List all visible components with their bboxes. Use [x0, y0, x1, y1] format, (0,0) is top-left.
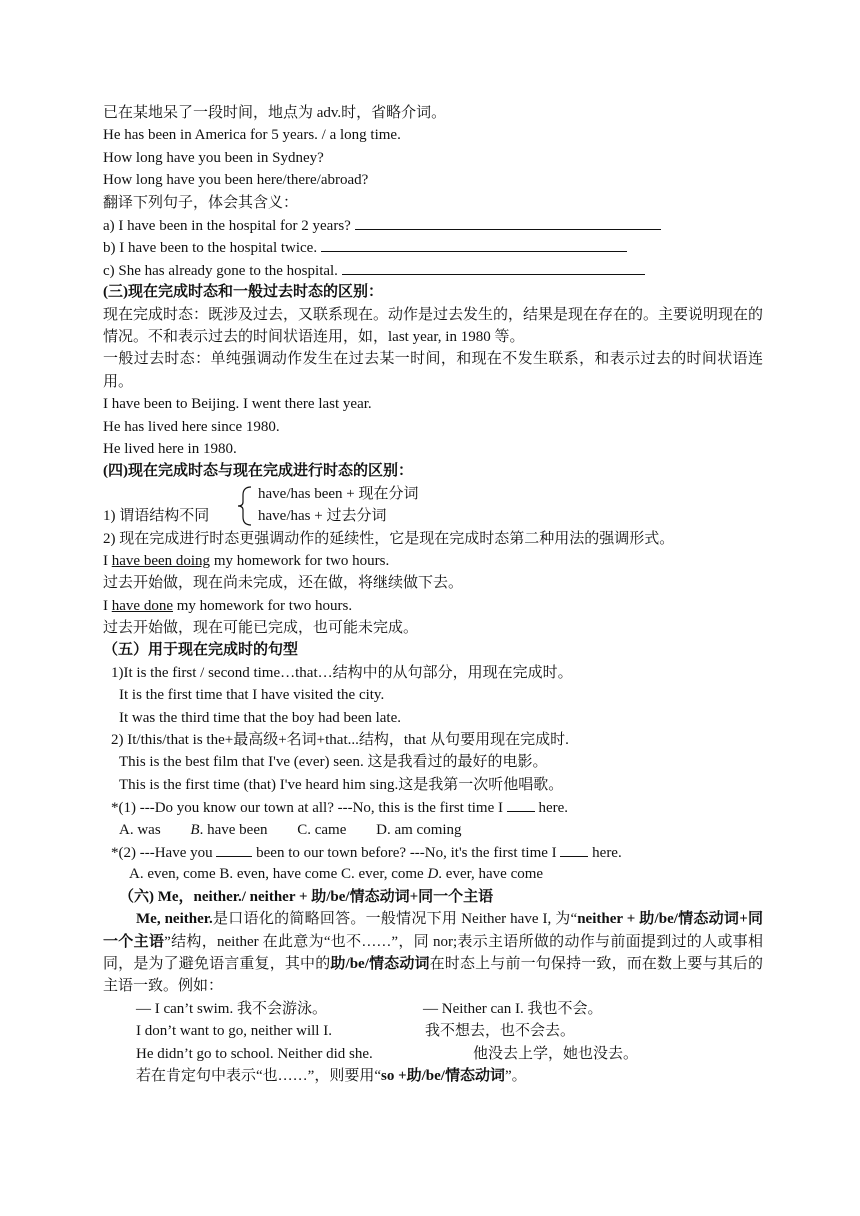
- exercise-item-b: [103, 236, 763, 258]
- document-content: [103, 102, 763, 1087]
- paragraph: [103, 908, 763, 998]
- example-sentence: He has lived here since 1980.: [103, 418, 280, 435]
- question-text: here.: [588, 844, 622, 861]
- text-line: 已在某地呆了一段时间，地点为 adv.时，省略介词。: [103, 105, 447, 121]
- text: 是口语化的简略回答。一般情况下用 Neither have I, 为“: [212, 911, 578, 928]
- example-sentence: — I can’t swim. 我不会游泳。: [136, 1000, 327, 1017]
- text: ”结构，neither 在此意为“也不……”，同 nor;表示主语所做的动作与前面提到过的人或事相同，是为了避免语言重复，其中的: [103, 933, 763, 972]
- example-sentence: He lived here in 1980.: [103, 440, 237, 457]
- bold-text: 助/be/情态动词: [330, 955, 430, 972]
- exercise-item-c: [103, 259, 763, 281]
- option-a[interactable]: A. was: [119, 821, 161, 838]
- example-row: [103, 1020, 763, 1042]
- question-text: *(1) ---Do you know our town at all? ---No, this is the first time I: [111, 800, 507, 817]
- example-sentence: — Neither can I. 我也不会。: [423, 1000, 603, 1017]
- options-text: A. even, come B. even, have come C. ever, come: [129, 866, 428, 883]
- paragraph: 现在完成时态：既涉及过去，又联系现在。动作是过去发生的，结果是现在存在的。主要说明现在的情况。不和表示过去的时间状语连用，如，last year, in 1980 等。: [103, 306, 764, 345]
- example-sentence: He has been in America for 5 years. / a long time.: [103, 127, 401, 144]
- example-row: [103, 1043, 763, 1065]
- brace-icon: [235, 485, 253, 527]
- exercise-instruction: 翻译下列句子，体会其含义：: [103, 194, 299, 211]
- question-1-options: [103, 819, 763, 841]
- rule: 1)It is the first / second time…that…结构中的从句部分，用现在完成时。: [111, 664, 573, 681]
- question-text: *(2) ---Have you: [111, 844, 217, 861]
- answer-blank[interactable]: [355, 214, 661, 230]
- section-heading: (四)现在完成时态与现在完成进行时态的区别：: [103, 463, 413, 480]
- underlined-verb: have done: [111, 597, 173, 614]
- exercise-text: b) I have been to the hospital twice.: [103, 240, 318, 257]
- text: 若在肯定句中表示“也……”，则要用“: [136, 1067, 381, 1084]
- structure-option: have/has + 过去分词: [258, 508, 387, 525]
- option-letter: B: [190, 821, 200, 838]
- example-sentence: [103, 595, 763, 617]
- exercise-text: a) I have been in the hospital for 2 years?: [103, 217, 351, 234]
- answer-blank[interactable]: [507, 796, 535, 812]
- answer-blank[interactable]: [216, 841, 252, 857]
- option-letter: D: [427, 866, 439, 883]
- example-sentence: This is the best film that I've (ever) seen. 这是我看过的最好的电影。: [119, 754, 548, 771]
- text: my homework for two hours.: [172, 597, 353, 614]
- question-2-options: [103, 863, 763, 885]
- question-1: [103, 796, 763, 818]
- bold-text: neither + 助/be/情态动词+同一个主语: [103, 911, 764, 950]
- option-c[interactable]: C. came: [297, 821, 347, 838]
- structure-comparison: [103, 483, 763, 528]
- item-label: 1) 谓语结构不同: [103, 508, 210, 525]
- example-sentence: I don’t want to go, neither will I.: [136, 1023, 332, 1040]
- example-row: [103, 998, 763, 1020]
- section-heading: （六) Me，neither./ neither + 助/be/情态动词+同一个主语: [119, 888, 494, 905]
- text: my homework for two hours.: [210, 552, 390, 569]
- example-sentence: [103, 550, 763, 572]
- answer-blank[interactable]: [321, 236, 627, 252]
- answer-blank[interactable]: [342, 259, 645, 275]
- text: I: [103, 597, 112, 614]
- paragraph: 一般过去时态：单纯强调动作发生在过去某一时间，和现在不发生联系，和表示过去的时间状语连用。: [103, 351, 763, 390]
- translation: 我不想去，也不会去。: [425, 1023, 576, 1040]
- example-sentence: How long have you been here/there/abroad?: [103, 172, 369, 189]
- rule: 2) It/this/that is the+最高级+名词+that...结构，that 从句要用现在完成时.: [111, 732, 569, 749]
- section-heading: （五）用于现在完成时的句型: [103, 642, 299, 659]
- bold-text: Me, neither.: [136, 911, 213, 928]
- option-d[interactable]: D. am coming: [376, 821, 462, 838]
- text: ”。: [504, 1067, 527, 1084]
- list-item: 2) 现在完成进行时态更强调动作的延续性，它是现在完成时态第二种用法的强调形式。: [103, 530, 675, 547]
- example-sentence: I have been to Beijing. I went there last year.: [103, 396, 372, 413]
- text-line: [103, 1065, 763, 1087]
- options-text: . ever, have come: [438, 866, 544, 883]
- translation: 他没去上学，她也没去。: [473, 1045, 639, 1062]
- explanation: 过去开始做，现在尚未完成，还在做，将继续做下去。: [103, 575, 464, 592]
- underlined-verb: have been doing: [111, 552, 211, 569]
- option-text: . have been: [199, 821, 268, 838]
- text: 在时态上与前一句保持一致，而在数上要与其后的主语一致。例如：: [103, 955, 763, 995]
- explanation: 过去开始做，现在可能已完成，也可能未完成。: [103, 620, 419, 637]
- bold-text: so +助/be/情态动词: [380, 1067, 505, 1084]
- section-heading: (三)现在完成时态和一般过去时态的区别：: [103, 284, 383, 301]
- question-2: [103, 841, 763, 863]
- text: I: [103, 552, 112, 569]
- example-sentence: This is the first time (that) I've heard him sing.这是我第一次听他唱歌。: [119, 776, 564, 793]
- exercise-text: c) She has already gone to the hospital.: [103, 262, 338, 279]
- example-sentence: It is the first time that I have visited the city.: [119, 687, 385, 704]
- option-b[interactable]: [190, 819, 267, 841]
- example-sentence: How long have you been in Sydney?: [103, 149, 324, 166]
- exercise-item-a: [103, 214, 763, 236]
- answer-blank[interactable]: [560, 841, 588, 857]
- structure-option: have/has been + 现在分词: [258, 485, 419, 502]
- example-sentence: He didn’t go to school. Neither did she.: [136, 1045, 373, 1062]
- question-text: been to our town before? ---No, it's the first time I: [252, 844, 561, 861]
- example-sentence: It was the third time that the boy had been late.: [119, 709, 401, 726]
- question-text: here.: [534, 800, 569, 817]
